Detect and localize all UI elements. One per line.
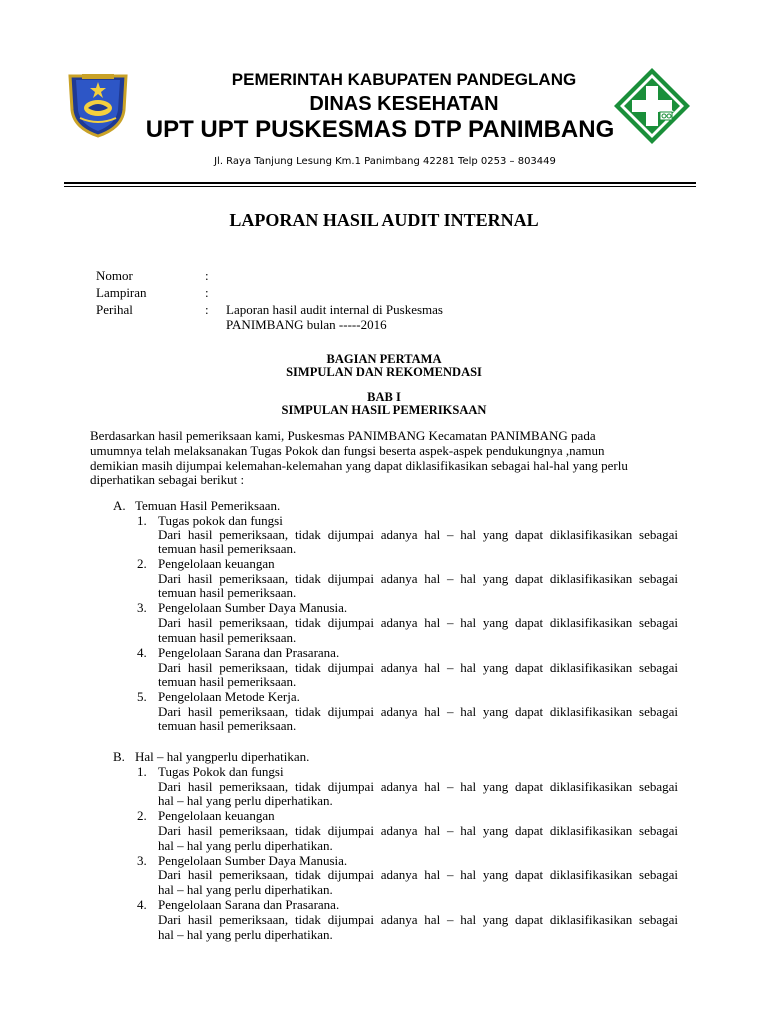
perihal-label: Perihal	[96, 302, 133, 317]
list-item-description: Dari hasil pemeriksaan, tidak dijumpai adanya hal – hal yang dapat diklasifikasikan sebagai	[158, 779, 678, 794]
list-item-description-end: hal – hal yang perlu diperhatikan.	[158, 838, 333, 853]
list-item-description-end: hal – hal yang perlu diperhatikan.	[158, 927, 333, 942]
list-item-title: Pengelolaan keuangan	[158, 556, 275, 571]
perihal-value-line2: PANIMBANG bulan -----2016	[226, 317, 387, 332]
report-title: LAPORAN HASIL AUDIT INTERNAL	[229, 210, 539, 230]
section-a-marker: A.	[113, 498, 126, 513]
section-a-title: Temuan Hasil Pemeriksaan.	[135, 498, 281, 513]
list-item-description-end: hal – hal yang perlu diperhatikan.	[158, 793, 333, 808]
intro-line-2: umumnya telah melaksanakan Tugas Pokok dan fungsi beserta aspek-aspek pendukungnya ,namun	[90, 443, 605, 458]
list-item-title: Pengelolaan Sumber Daya Manusia.	[158, 853, 348, 868]
list-item-number: 4.	[137, 897, 147, 912]
list-item-title: Pengelolaan Metode Kerja.	[158, 689, 300, 704]
list-item-title: Pengelolaan Sumber Daya Manusia.	[158, 600, 348, 615]
list-item-title: Pengelolaan keuangan	[158, 808, 275, 823]
list-item-description: Dari hasil pemeriksaan, tidak dijumpai adanya hal – hal yang dapat diklasifikasikan sebagai	[158, 704, 678, 719]
chapter-heading: BAB I	[367, 390, 401, 404]
unit-name: UPT UPT PUSKESMAS DTP PANIMBANG	[145, 116, 615, 143]
intro-line-4: diperhatikan sebagai berikut :	[90, 472, 245, 487]
part-subheading: SIMPULAN DAN REKOMENDASI	[286, 365, 482, 379]
list-item-number: 1.	[137, 513, 147, 528]
list-item-description-end: temuan hasil pemeriksaan.	[158, 718, 297, 733]
list-item-title: Pengelolaan Sarana dan Prasarana.	[158, 645, 340, 660]
section-b-title: Hal – hal yangperlu diperhatikan.	[135, 749, 310, 764]
lampiran-colon: :	[205, 285, 209, 300]
list-item-description: Dari hasil pemeriksaan, tidak dijumpai adanya hal – hal yang dapat diklasifikasikan sebagai	[158, 527, 678, 542]
list-item-description: Dari hasil pemeriksaan, tidak dijumpai adanya hal – hal yang dapat diklasifikasikan sebagai	[158, 615, 678, 630]
part-heading: BAGIAN PERTAMA	[326, 352, 442, 366]
list-item-description: Dari hasil pemeriksaan, tidak dijumpai adanya hal – hal yang dapat diklasifikasikan sebagai	[158, 912, 678, 927]
intro-line-1: Berdasarkan hasil pemeriksaan kami, Puskesmas PANIMBANG Kecamatan PANIMBANG pada	[90, 428, 596, 443]
list-item-description: Dari hasil pemeriksaan, tidak dijumpai adanya hal – hal yang dapat diklasifikasikan sebagai	[158, 823, 678, 838]
section-b-marker: B.	[113, 749, 125, 764]
list-item-number: 2.	[137, 556, 147, 571]
list-item-description-end: hal – hal yang perlu diperhatikan.	[158, 882, 333, 897]
nomor-label: Nomor	[96, 268, 133, 283]
list-item-description-end: temuan hasil pemeriksaan.	[158, 630, 297, 645]
address-line: Jl. Raya Tanjung Lesung Km.1 Panimbang 42281 Telp 0253 – 803449	[214, 156, 556, 167]
list-item-number: 4.	[137, 645, 147, 660]
department-name: DINAS KESEHATAN	[309, 93, 499, 115]
header-rule-thin	[64, 186, 696, 187]
list-item-description-end: temuan hasil pemeriksaan.	[158, 585, 297, 600]
header-rule-thick	[64, 182, 696, 184]
lampiran-label: Lampiran	[96, 285, 147, 300]
list-item-description-end: temuan hasil pemeriksaan.	[158, 674, 297, 689]
list-item-title: Tugas Pokok dan fungsi	[158, 764, 284, 779]
list-item-description: Dari hasil pemeriksaan, tidak dijumpai adanya hal – hal yang dapat diklasifikasikan sebagai	[158, 867, 678, 882]
chapter-title: SIMPULAN HASIL PEMERIKSAAN	[281, 403, 487, 417]
list-item-number: 3.	[137, 600, 147, 615]
perihal-value-line1: Laporan hasil audit internal di Puskesmas	[226, 302, 443, 317]
organization-name: PEMERINTAH KABUPATEN PANDEGLANG	[231, 70, 577, 89]
list-item-number: 2.	[137, 808, 147, 823]
list-item-description: Dari hasil pemeriksaan, tidak dijumpai adanya hal – hal yang dapat diklasifikasikan sebagai	[158, 660, 678, 675]
nomor-colon: :	[205, 268, 209, 283]
list-item-title: Pengelolaan Sarana dan Prasarana.	[158, 897, 340, 912]
list-item-description-end: temuan hasil pemeriksaan.	[158, 541, 297, 556]
list-item-number: 3.	[137, 853, 147, 868]
list-item-number: 1.	[137, 764, 147, 779]
perihal-colon: :	[205, 302, 209, 317]
list-item-number: 5.	[137, 689, 147, 704]
list-item-title: Tugas pokok dan fungsi	[158, 513, 283, 528]
list-item-description: Dari hasil pemeriksaan, tidak dijumpai adanya hal – hal yang dapat diklasifikasikan sebagai	[158, 571, 678, 586]
intro-line-3: demikian masih dijumpai kelemahan-kelemahan yang dapat diklasifikasikan sebagai hal-hal yang perlu	[90, 458, 628, 473]
